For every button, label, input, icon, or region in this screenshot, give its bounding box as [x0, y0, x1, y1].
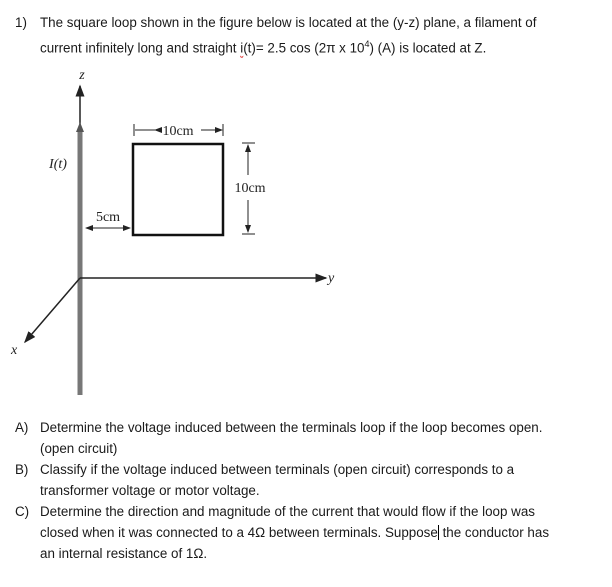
current-symbol: i — [240, 40, 244, 56]
question-text: (t)= 2.5 cos (2π x 10 — [243, 40, 365, 56]
filament-arrow-icon — [76, 122, 84, 132]
part-c-text: the conductor has — [438, 525, 550, 540]
y-label: y — [328, 271, 335, 286]
part-c-line-1: Determine the direction and magnitude of the current that would flow if the loop was — [40, 504, 535, 519]
square-loop — [133, 144, 223, 235]
x-label: x — [11, 343, 18, 358]
part-c-line-3: an internal resistance of 1Ω. — [40, 546, 208, 561]
part-b-line-1: Classify if the voltage induced between terminals (open circuit) corresponds to a — [40, 462, 515, 477]
part-b-label: B) — [15, 462, 29, 477]
part-a-line-2: (open circuit) — [40, 441, 118, 456]
question-line-1: The square loop shown in the figure below is located at the (y-z) plane, a filament of — [40, 15, 537, 30]
width-label: 10cm — [162, 124, 194, 139]
part-c-text: closed when it was connected to a 4Ω between terminals. Suppose — [40, 525, 438, 540]
part-a-line-1: Determine the voltage induced between the terminals loop if the loop becomes open. — [40, 420, 543, 435]
question-number: 1) — [15, 15, 27, 30]
question-text: current infinitely long and straight — [40, 40, 241, 56]
question-text: ) (A) is located at Z. — [369, 40, 487, 56]
exponent: 4 — [364, 39, 370, 49]
part-c-label: C) — [15, 504, 30, 519]
current-label: I(t) — [49, 157, 67, 172]
x-axis — [25, 278, 80, 342]
distance-label: 5cm — [95, 210, 121, 225]
height-label: 10cm — [234, 181, 266, 196]
current-filament — [78, 130, 83, 395]
part-c-line-2 — [40, 522, 549, 543]
part-b-line-2: transformer voltage or motor voltage. — [40, 483, 260, 498]
z-label: z — [79, 68, 85, 83]
part-a-label: A) — [15, 420, 29, 435]
